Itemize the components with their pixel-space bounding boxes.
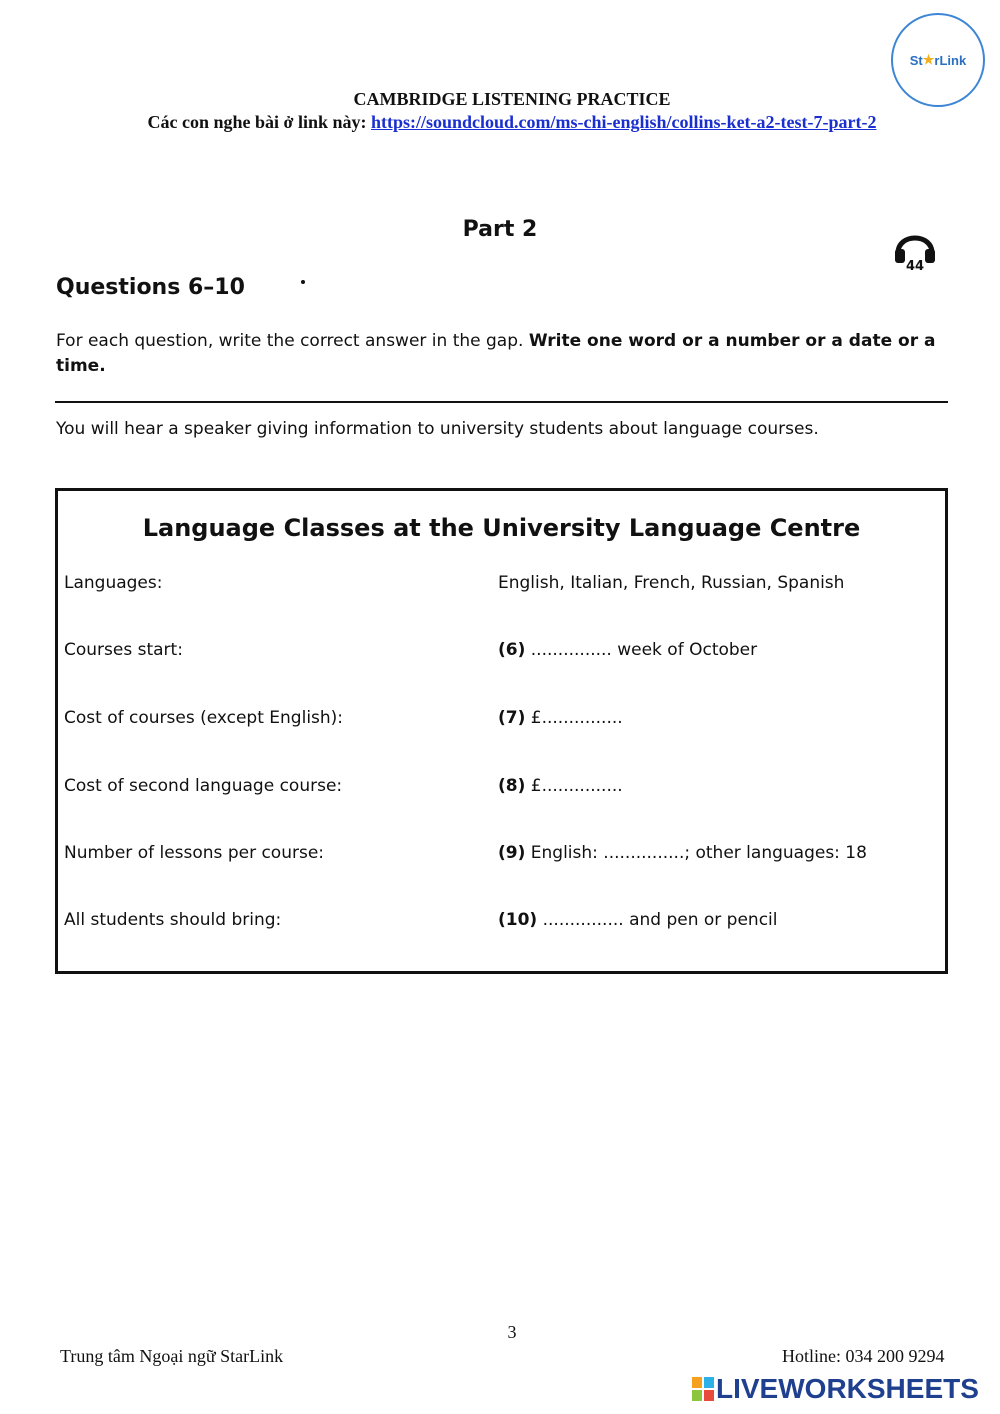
row-number: (7) (498, 708, 526, 728)
audio-link-line (0, 112, 1000, 133)
row-number: (9) (498, 843, 526, 863)
liveworksheets-brand: LIVEWORKSHEETS (716, 1373, 979, 1404)
context-text: You will hear a speaker giving information to university students about language courses. (56, 419, 819, 439)
stray-dot (301, 280, 305, 284)
questions-title: Questions 6–10 (56, 275, 245, 300)
instructions (56, 329, 936, 379)
row-label-languages: Languages: (64, 573, 163, 593)
row-number: (8) (498, 776, 526, 796)
row-number: (10) (498, 910, 538, 930)
row-value-courses-start[interactable] (498, 640, 757, 660)
row-label-courses-start: Courses start: (64, 640, 183, 660)
link-prefix: Các con nghe bài ở link này: (147, 112, 371, 132)
track-number: 44 (905, 259, 925, 274)
gap-7[interactable]: £............... (525, 708, 623, 728)
row-value-lessons[interactable] (498, 843, 867, 863)
row-value-languages (498, 573, 844, 593)
page-number: 3 (507, 1322, 517, 1342)
notes-box (55, 488, 948, 974)
header-title: CAMBRIDGE LISTENING PRACTICE (353, 89, 671, 109)
row-label-bring: All students should bring: (64, 910, 282, 930)
logo-text-end: rLink (934, 52, 967, 68)
gap-6[interactable]: ............... week of October (525, 640, 758, 660)
footer-hotline: Hotline: 034 200 9294 (782, 1346, 945, 1366)
row-label-lessons: Number of lessons per course: (64, 843, 325, 863)
row-value-second-course[interactable] (498, 776, 623, 796)
instructions-bold: Write one word or a number or a date or a time. (56, 331, 936, 376)
logo-star-icon: ★ (922, 52, 935, 67)
row-label-cost: Cost of courses (except English): (64, 708, 344, 728)
gap-10[interactable]: ............... and pen or pencil (537, 910, 778, 930)
row-answer: English, Italian, French, Russian, Spanish (498, 573, 845, 593)
liveworksheets-logo-icon (692, 1377, 714, 1401)
row-label-second-course: Cost of second language course: (64, 776, 343, 796)
row-value-cost[interactable] (498, 708, 623, 728)
row-number: (6) (498, 640, 526, 660)
starlink-logo (891, 13, 985, 107)
soundcloud-link[interactable]: https://soundcloud.com/ms-chi-english/collins-ket-a2-test-7-part-2 (371, 112, 877, 132)
logo-text-start: St (909, 52, 923, 68)
row-value-bring[interactable] (498, 910, 778, 930)
part-title: Part 2 (462, 217, 538, 242)
divider (55, 401, 948, 403)
gap-8[interactable]: £............... (525, 776, 623, 796)
footer-center-name: Trung tâm Ngoại ngữ StarLink (60, 1346, 284, 1366)
gap-9[interactable]: English: ...............; other languages: 18 (525, 843, 867, 863)
instructions-text: For each question, write the correct answer in the gap. (56, 331, 529, 351)
box-title: Language Classes at the University Language Centre (142, 514, 861, 542)
